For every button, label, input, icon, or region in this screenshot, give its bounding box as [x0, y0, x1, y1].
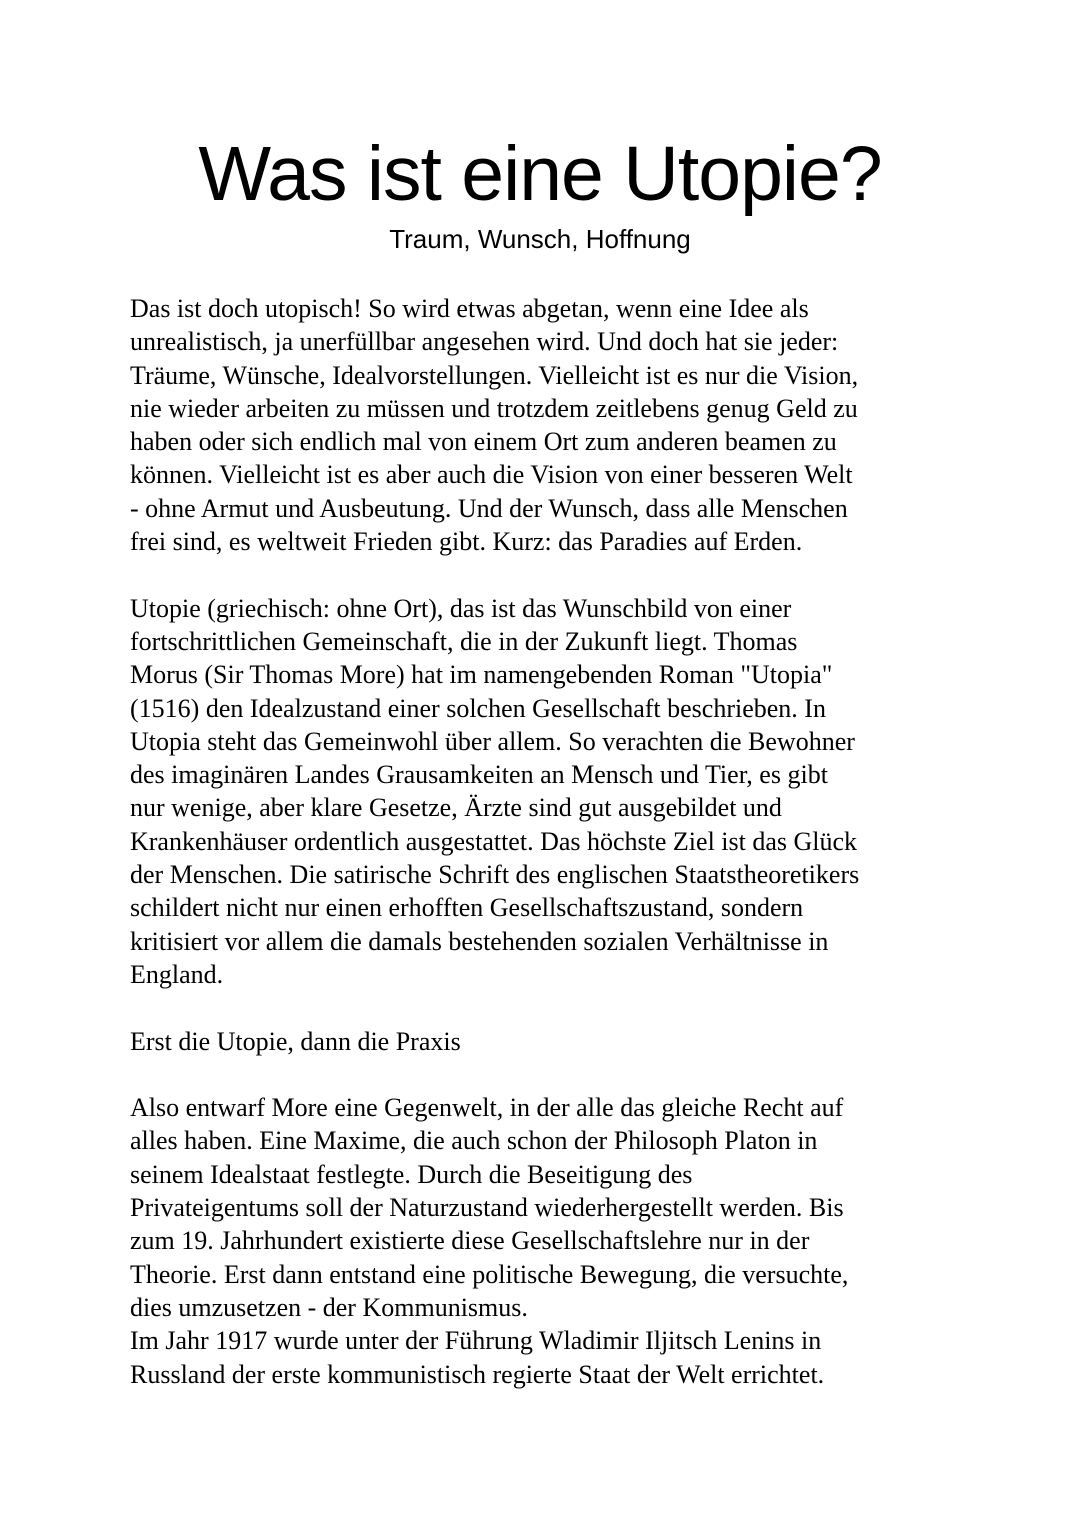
text-line: der Menschen. Die satirische Schrift des englischen Staatstheoretikers	[130, 860, 860, 890]
text-line: fortschrittlichen Gemeinschaft, die in der Zukunft liegt. Thomas	[130, 626, 798, 656]
text-line: des imaginären Landes Grausamkeiten an Mensch und Tier, es gibt	[130, 760, 828, 790]
text-line: haben oder sich endlich mal von einem Ort zum anderen beamen zu	[130, 427, 837, 457]
paragraph-spacer	[130, 1058, 960, 1091]
text-line: können. Vielleicht ist es aber auch die Vision von einer besseren Welt	[130, 460, 853, 490]
text-line: frei sind, es weltweit Frieden gibt. Kurz: das Paradies auf Erden.	[130, 527, 803, 557]
text-line: Also entwarf More eine Gegenwelt, in der alle das gleiche Recht auf	[130, 1093, 844, 1123]
page-subtitle: Traum, Wunsch, Hoffnung	[389, 224, 691, 254]
text-line: Russland der erste kommunistisch regierte Staat der Welt errichtet.	[130, 1359, 825, 1389]
text-line: Morus (Sir Thomas More) hat im namengebenden Roman "Utopia"	[130, 660, 833, 690]
paragraph-spacer	[130, 991, 960, 1024]
page-title: Was ist eine Utopie?	[198, 131, 882, 217]
text-line: Utopie (griechisch: ohne Ort), das ist das Wunschbild von einer	[130, 593, 792, 623]
text-line: Theorie. Erst dann entstand eine politische Bewegung, die versuchte,	[130, 1259, 849, 1289]
text-line: Träume, Wünsche, Idealvorstellungen. Vielleicht ist es nur die Vision,	[130, 360, 859, 390]
text-line: Krankenhäuser ordentlich ausgestattet. Das höchste Ziel ist das Glück	[130, 826, 858, 856]
text-line: seinem Idealstaat festlegte. Durch die Beseitigung des	[130, 1159, 693, 1189]
paragraph-practice	[130, 1091, 960, 1391]
text-line: alles haben. Eine Maxime, die auch schon der Philosoph Platon in	[130, 1126, 818, 1156]
text-line: England.	[130, 959, 224, 989]
text-line: nur wenige, aber klare Gesetze, Ärzte sind gut ausgebildet und	[130, 793, 782, 823]
text-line: dies umzusetzen - der Kommunismus.	[130, 1292, 528, 1322]
paragraph-spacer	[130, 558, 960, 591]
text-line: (1516) den Idealzustand einer solchen Gesellschaft beschrieben. In	[130, 693, 826, 723]
text-line: zum 19. Jahrhundert existierte diese Gesellschaftslehre nur in der	[130, 1226, 810, 1256]
text-line: unrealistisch, ja unerfüllbar angesehen wird. Und doch hat sie jeder:	[130, 327, 839, 357]
article-body	[130, 292, 960, 1391]
paragraph-intro	[130, 292, 960, 558]
text-line: Das ist doch utopisch! So wird etwas abgetan, wenn eine Idee als	[130, 294, 809, 323]
text-line: Utopia steht das Gemeinwohl über allem. So verachten die Bewohner	[130, 726, 855, 756]
text-line: kritisiert vor allem die damals bestehenden sozialen Verhältnisse in	[130, 926, 829, 956]
text-line: Im Jahr 1917 wurde unter der Führung Wladimir Iljitsch Lenins in	[130, 1326, 822, 1356]
section-heading: Erst die Utopie, dann die Praxis	[130, 1026, 461, 1056]
text-line: schildert nicht nur einen erhofften Gesellschaftszustand, sondern	[130, 893, 804, 923]
text-line: Privateigentums soll der Naturzustand wiederhergestellt werden. Bis	[130, 1193, 844, 1223]
paragraph-utopia	[130, 592, 960, 992]
text-line: nie wieder arbeiten zu müssen und trotzdem zeitlebens genug Geld zu	[130, 393, 858, 423]
text-line: - ohne Armut und Ausbeutung. Und der Wunsch, dass alle Menschen	[130, 493, 848, 523]
